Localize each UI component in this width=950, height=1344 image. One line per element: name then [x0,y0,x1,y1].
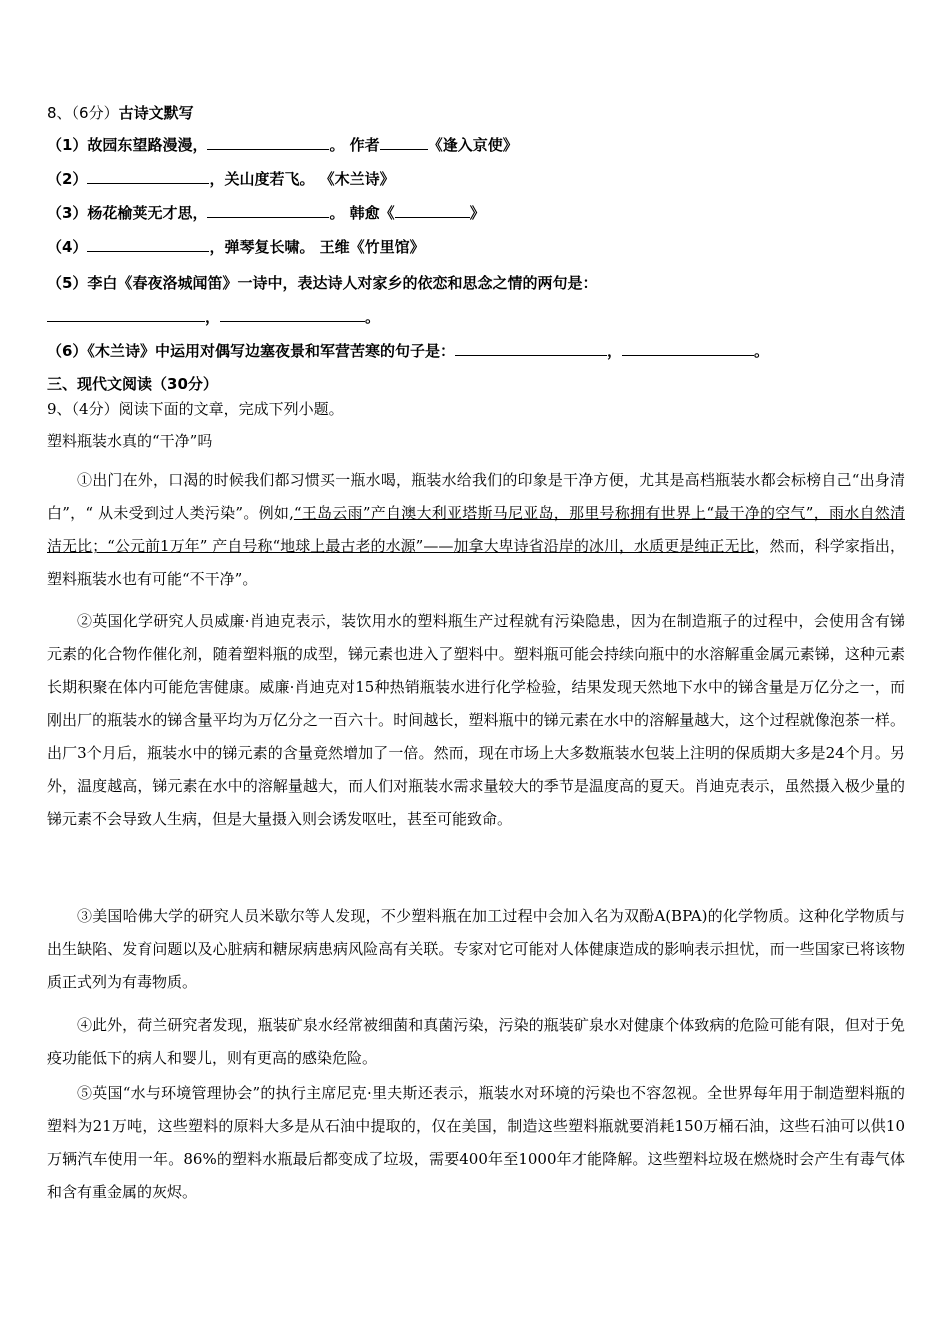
q8-item-2-text-2: ，关山度若飞。 《木兰诗》 [209,170,395,188]
section-title: 三、现代文阅读（30分） [47,375,218,393]
q8-item-5-period: 。 [365,308,381,326]
q8-item-1 [47,134,518,156]
q8-item-5-text: （5）李白《春夜洛城闻笛》一诗中，表达诗人对家乡的依恋和思念之情的两句是： [47,274,598,292]
answer-blank[interactable] [622,340,754,356]
answer-blank[interactable] [207,202,329,218]
q8-item-1-text: （1）故园东望路漫漫， [47,136,208,154]
q8-header [47,102,194,124]
answer-blank[interactable] [207,134,329,150]
answer-blank[interactable] [220,306,365,322]
paragraph-1-underlined: “王岛云雨”产自澳大利亚塔斯马尼亚岛，那里号称拥有世界上“最干净的空气”，雨水自然清洁无比；“公元前1万年” 产自号称“地球上最古老的水源”——加拿大卑诗省沿岸的冰川，水质更是纯正无比 [47,504,905,555]
q8-item-2 [47,168,395,190]
answer-blank[interactable] [47,306,205,322]
article-paragraph-2: ②英国化学研究人员威廉·肖迪克表示，装饮用水的塑料瓶生产过程就有污染隐患，因为在制造瓶子的过程中，会使用含有锑元素的化合物作催化剂，随着塑料瓶的成型，锑元素也进入了塑料中。塑料瓶可能会持续向瓶中的水溶解重金属元素锑，这种元素长期积聚在体内可能危害健康。威廉·肖迪克对15种热销瓶装水进行化学检验，结果发现天然地下水中的锑含量是万亿分之一，而刚出厂的瓶装水的锑含量平均为万亿分之一百六十。时间越长，塑料瓶中的锑元素在水中的溶解量越大，这个过程就像泡茶一样。出厂3个月后，瓶装水中的锑元素的含量竟然增加了一倍。然而，现在市场上大多数瓶装水包装上注明的保质期大多是24个月。另外，温度越高，锑元素在水中的溶解量越大，而人们对瓶装水需求量较大的季节是温度高的夏天。肖迪克表示，虽然摄入极少量的锑元素不会导致人生病，但是大量摄入则会诱发呕吐，甚至可能致命。 [47,612,905,828]
q8-item-1-text-3: 《逢入京使》 [427,136,518,154]
q8-item-5-comma: ， [205,308,221,326]
q8-item-2-text: （2） [47,170,88,188]
q8-item-3 [47,202,485,224]
article-paragraph-5: ⑤英国“水与环境管理协会”的执行主席尼克·里夫斯还表示，瓶装水对环境的污染也不容忽视。全世界每年用于制造塑料瓶的塑料为21万吨，这些塑料的原料大多是从石油中提取的，仅在美国，制造这些塑料瓶就要消耗150万桶石油，这些石油可以供10万辆汽车使用一年。86%的塑料水瓶最后都变成了垃圾，需要400年至1000年才能降解。这些塑料垃圾在燃烧时会产生有毒气体和含有重金属的灰烬。 [47,1084,905,1201]
q8-item-4 [47,236,425,258]
paragraph-1-text: ①出门在外，口渴的时候我们都习惯买一瓶水喝，瓶装水给我们的印象是干净方便，尤其是高档瓶装水都会标榜自己“出身清白”，“ 从未受到过人类污染”。例如, [47,471,905,522]
q8-item-6-text: （6）《木兰诗》中运用对偶写边塞夜景和军营苦寒的句子是： [47,342,455,360]
q8-title: 古诗文默写 [118,104,194,122]
article-paragraph-1 [47,464,905,596]
q8-item-3-text-2: 。 韩愈《 [329,204,395,222]
q8-number: 8、（6分） [47,104,119,122]
article-paragraph-3: ③美国哈佛大学的研究人员米歇尔等人发现，不少塑料瓶在加工过程中会加入名为双酚A(BPA)的化学物质。这种化学物质与出生缺陷、发育问题以及心脏病和糖尿病患病风险高有关联。专家对它可能对人体健康造成的影响表示担忧，而一些国家已将该物质正式列为有毒物质。 [47,907,905,991]
q8-item-3-text: （3）杨花榆荚无才思， [47,204,208,222]
q8-item-4-text: （4） [47,238,88,256]
q8-item-5-answer [47,306,380,328]
q8-item-5 [47,272,597,294]
q8-item-1-text-2: 。 作者 [329,136,380,154]
q8-item-6-comma: ， [606,342,622,360]
q8-item-3-text-3: 》 [469,204,485,222]
answer-blank[interactable] [87,168,209,184]
answer-blank[interactable] [395,202,470,218]
answer-blank[interactable] [455,340,607,356]
article-title: 塑料瓶装水真的“干净”吗 [47,432,213,450]
answer-blank[interactable] [87,236,209,252]
q8-item-6-period: 。 [753,342,769,360]
q8-item-6 [47,340,769,362]
q8-item-4-text-2: ，弹琴复长啸。 王维《竹里馆》 [209,238,425,256]
answer-blank[interactable] [380,134,428,150]
paragraph-1-tail: ，然而，科学家指出，塑料瓶装水也有可能“不干净”。 [47,537,905,588]
q9-header: 9、（4分）阅读下面的文章，完成下列小题。 [47,400,344,418]
article-paragraph-4: ④此外，荷兰研究者发现，瓶装矿泉水经常被细菌和真菌污染，污染的瓶装矿泉水对健康个体致病的危险可能有限，但对于免疫功能低下的病人和婴儿，则有更高的感染危险。 [47,1016,905,1067]
